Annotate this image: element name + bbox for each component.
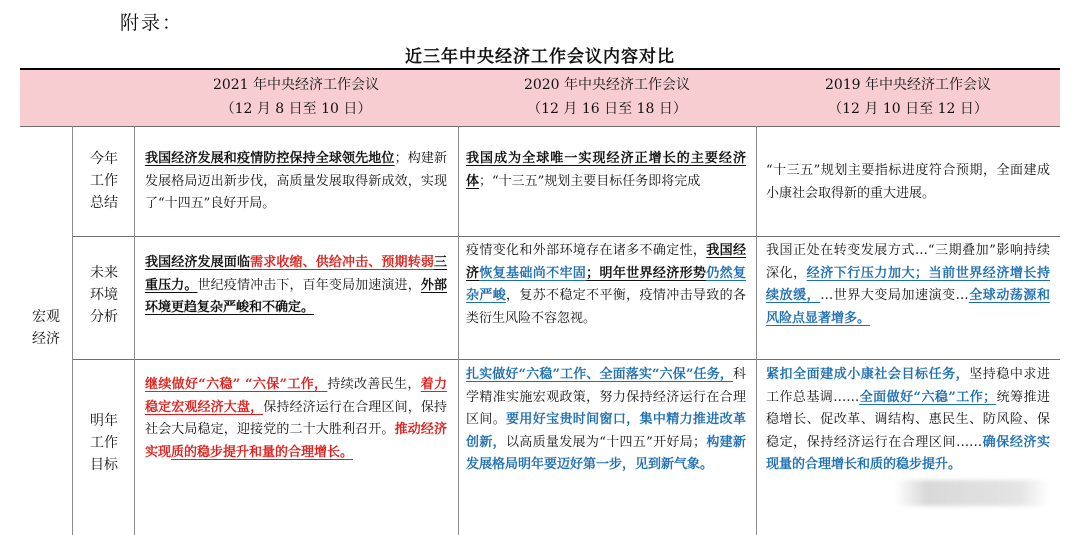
- column-divider: [756, 126, 757, 535]
- table-cell: [466, 240, 746, 330]
- cell-text-segment: 全面做好“六稳”工作；: [859, 389, 997, 405]
- row-label-text: [84, 410, 124, 476]
- cell-text-segment: ；明年世界经济形势: [586, 265, 707, 281]
- cell-text-segment: 世纪疫情冲击下，百年变局加速演进，: [197, 277, 421, 293]
- cell-text-segment: 我国经济: [466, 243, 746, 281]
- row-label-line: 今年: [90, 151, 118, 167]
- cell-text-segment: “十三五”规划主要指标进度符合预期，全面建成小康社会取得新的重大进展。: [766, 163, 1050, 201]
- table-cell: [145, 252, 447, 320]
- cell-text-segment: 质的稳步提升和量的合理增长。: [171, 444, 354, 460]
- header-title: 2019 年中央经济工作会议: [824, 77, 992, 93]
- table-cell: [145, 374, 447, 464]
- header-title: 2020 年中央经济工作会议: [523, 77, 691, 93]
- cell-text-segment: 持续改善民生，: [327, 377, 421, 392]
- cell-text-segment: 紧扣全面建成小康社会目标任务，: [766, 367, 970, 382]
- row-label-line: 总结: [90, 195, 118, 211]
- cell-text-segment: 继续做好“六稳” “六保”工作，: [145, 377, 328, 392]
- cell-text-segment: 保持经济运行在合理区间，保持社会大局稳定，迎接党的二十大胜利召开。: [145, 399, 447, 437]
- cell-text-segment: 要用好宝贵时间窗口，集中精力推进改革创新，: [466, 412, 746, 450]
- row-label-line: 分析: [90, 309, 118, 325]
- cell-text-segment: 我国成为全球唯一实现经济正增长的主要经济体: [466, 151, 746, 189]
- cell-text-segment: 构建新发展格局明年要迈好第一步，见到新气象。: [466, 434, 746, 472]
- table-cell: [466, 364, 746, 477]
- row-label-line: 目标: [90, 457, 118, 473]
- header-col-2020: [458, 73, 756, 121]
- table-cell: [466, 148, 746, 193]
- cell-text-segment: 坚持稳中求进工作总基调……: [766, 367, 1050, 405]
- cell-text-segment: ，复苏不稳定不平衡，疫情冲击导致的各类衍生风险不容忽视。: [466, 288, 746, 326]
- appendix-label: 附录：: [120, 12, 184, 34]
- cell-text-segment: 科学精准实施宏观政策，努力保持经济运行在合理区间。: [466, 367, 746, 427]
- cell-text-segment: 疫情变化和外部环境存在诸多不确定性，: [466, 243, 707, 258]
- cell-text-segment: 仍然复杂严峻: [466, 265, 746, 303]
- section-label-line: 经济: [32, 331, 60, 347]
- column-divider: [72, 126, 73, 535]
- row-label-line: 明年: [90, 413, 118, 429]
- row-divider: [72, 236, 1060, 237]
- watermark-blur: [895, 480, 1050, 506]
- cell-text-segment: 着力稳定宏观经济大盘，: [145, 377, 447, 415]
- header-col-2019: [756, 73, 1060, 121]
- section-label-line: 宏观: [32, 309, 60, 325]
- cell-text-segment: 当前世界经济增长持续放缓，: [766, 265, 1050, 303]
- row-label-line: 未来: [90, 265, 118, 281]
- cell-text-segment: ；“十三五”规划主要目标任务即将完成: [479, 173, 701, 189]
- row-label-line: 环境: [90, 287, 118, 303]
- cell-text-segment: ；构建新发展格局迈出新步伐，高质量发展取得新成效，实现了“十四五”良好开局。: [145, 151, 447, 211]
- header-date: （12 月 8 日至 10 日）: [220, 101, 372, 117]
- cell-text-segment: 我国经济发展和疫情防控保持全球领先地位: [145, 151, 395, 166]
- table-cell: [766, 364, 1050, 477]
- row-label-line: 工作: [90, 173, 118, 189]
- cell-text-segment: 需求收缩、供给冲击、预期转弱: [250, 255, 434, 270]
- cell-text-segment: 确保经济实现量的合理增长和质的稳步提升。: [766, 434, 1050, 472]
- table-cell: [145, 148, 447, 216]
- header-date: （12 月 16 日至 18 日）: [527, 101, 687, 117]
- cell-text-segment: 外部环境更趋复杂严峻和不确定。: [145, 277, 447, 315]
- row-label: [84, 410, 124, 476]
- row-label: [84, 148, 124, 214]
- cell-text-segment: 以高质量发展为“十四五”开好局；: [505, 434, 707, 450]
- cell-text-segment: 经济下行压力加大；: [806, 265, 929, 281]
- section-label: [26, 306, 66, 350]
- cell-text-segment: 全球动荡源和风险点显著增多。: [766, 288, 1050, 326]
- cell-text-segment: 推动经济实现: [145, 422, 447, 460]
- page-title: 近三年中央经济工作会议内容对比: [405, 47, 675, 67]
- column-divider: [134, 126, 135, 535]
- section-label-text: [26, 306, 66, 350]
- header-title: 2021 年中央经济工作会议: [212, 77, 380, 93]
- cell-text-segment: 扎实做好“六稳”工作、全面落实“六保”任务，: [466, 367, 733, 382]
- row-label-line: 工作: [90, 435, 118, 451]
- header-col-2021: [134, 73, 458, 121]
- cell-text-segment: 三重压力。: [145, 255, 447, 293]
- cell-text-segment: 我国正处在转变发展方式…“三期叠加”影响持续深化，: [766, 243, 1050, 281]
- row-label: [84, 262, 124, 328]
- cell-text-segment: …世界大变局加速演变…: [820, 288, 969, 303]
- cell-text-segment: 我国经济发展面临: [145, 255, 251, 270]
- table-cell: [766, 240, 1050, 330]
- row-divider: [72, 359, 1060, 360]
- row-label-text: [84, 148, 124, 214]
- cell-text-segment: 统筹推进稳增长、促改革、调结构、惠民生、防风险、保稳定，保持经济运行在合理区间……: [766, 389, 1050, 450]
- cell-text-segment: 恢复基础尚不牢固: [479, 265, 587, 281]
- row-label-text: [84, 262, 124, 328]
- column-divider: [458, 126, 459, 535]
- header-bottom-rule: [20, 126, 1060, 127]
- table-cell: [766, 160, 1050, 205]
- header-date: （12 月 10 日至 12 日）: [828, 101, 988, 117]
